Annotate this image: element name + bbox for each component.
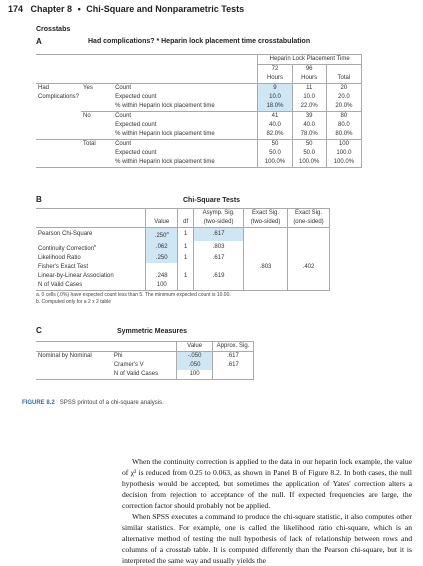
figure-label: FIGURE 8.2 bbox=[22, 400, 55, 406]
cell-exact2 bbox=[244, 241, 288, 254]
cell: 80.0 bbox=[326, 121, 361, 130]
stat-label: Expected count bbox=[115, 122, 157, 128]
test-label: Pearson Chi-Square bbox=[38, 231, 93, 237]
header-value: Value bbox=[146, 218, 178, 228]
cell-yes-72-count: 9 bbox=[258, 84, 292, 94]
col-header-96-unit: Hours bbox=[292, 74, 326, 84]
cell: 82.0% bbox=[258, 130, 292, 140]
cell: 78.0% bbox=[292, 130, 326, 140]
group-label-total: Total bbox=[83, 141, 96, 147]
cell: 100.0% bbox=[326, 158, 361, 168]
group-label-no: No bbox=[83, 113, 91, 119]
cell: 80.0% bbox=[326, 130, 361, 140]
cell: 41 bbox=[258, 112, 292, 122]
header-asymp-sig: Asymp. Sig. bbox=[194, 209, 244, 219]
row-var-label: Had bbox=[38, 85, 50, 91]
header-asymp-sub: (two-sided) bbox=[194, 218, 244, 228]
panel-c-title: Symmetric Measures bbox=[117, 328, 188, 335]
test-label: N of Valid Cases bbox=[36, 281, 146, 291]
cell-exact2 bbox=[244, 254, 288, 263]
cell: 80 bbox=[326, 112, 361, 122]
cell-df: 1 bbox=[178, 228, 194, 242]
body-text bbox=[122, 456, 412, 566]
stat-label: % within Heparin lock placement time bbox=[113, 102, 258, 112]
cell: 20 bbox=[326, 84, 361, 94]
label-sup: b bbox=[94, 243, 97, 248]
cell-value: .250$^a$ bbox=[146, 228, 178, 242]
crosstab-table bbox=[36, 54, 362, 168]
cell-df: 1 bbox=[178, 272, 194, 281]
stat-label: Count bbox=[115, 141, 132, 147]
cell-exact2: .803 bbox=[244, 263, 288, 272]
symmetric-measures-table bbox=[36, 341, 254, 380]
cell: 22.0% bbox=[292, 102, 326, 112]
col-header-total: Total bbox=[326, 74, 361, 84]
test-label: Likelihood Ratio bbox=[38, 255, 81, 261]
cell: 20.0 bbox=[326, 93, 361, 102]
cell: 50.0 bbox=[258, 149, 292, 158]
cell-df bbox=[178, 281, 194, 291]
group-label-yes: Yes bbox=[83, 85, 93, 91]
cell-value: -.050 bbox=[177, 352, 213, 362]
cell: 50.0 bbox=[292, 149, 326, 158]
cell: 18.0% bbox=[258, 102, 292, 112]
cell: 39 bbox=[292, 112, 326, 122]
measure-label: N of Valid Cases bbox=[112, 370, 177, 380]
cell: 50 bbox=[292, 140, 326, 150]
stat-label: Expected count bbox=[115, 150, 157, 156]
cell-asymp bbox=[194, 263, 244, 272]
cell-asymp bbox=[194, 281, 244, 291]
cell-value: .050 bbox=[177, 361, 213, 370]
header-value: Value bbox=[177, 342, 213, 352]
stat-label: Count bbox=[115, 85, 132, 91]
chi-square-table bbox=[36, 208, 330, 291]
stat-label: % within Heparin lock placement time bbox=[113, 130, 258, 140]
cell-exact1: .402 bbox=[288, 263, 330, 272]
stat-label: Count bbox=[115, 113, 132, 119]
measure-label: Cramer's V bbox=[113, 362, 144, 368]
cell-df: 1 bbox=[178, 254, 194, 263]
header-df: df bbox=[178, 218, 194, 228]
test-label: Continuity Correction$^b$ bbox=[38, 243, 97, 252]
cell-value: .062 bbox=[146, 241, 178, 254]
col-header-72: 72 bbox=[258, 65, 292, 75]
cell-exact1 bbox=[288, 254, 330, 263]
cell: 100.0% bbox=[292, 158, 326, 168]
crosstabs-label: Crosstabs bbox=[36, 26, 71, 33]
page-number: 174 bbox=[8, 4, 24, 14]
row-group-label: Nominal by Nominal bbox=[38, 353, 92, 359]
body-paragraph-2: When SPSS executes a command to produce the chi-square statistic, it also computes other similar statistics. For example, one is called the likelihood ratio chi-square, which is an alternative method of testing the null hypothesis of lack of relationship between rows and columns of a crosstab table. It is computed differently than the Pearson chi-square, but it is interpreted the same way and usually yields the bbox=[122, 512, 412, 565]
figure-caption-text: SPSS printout of a chi-square analysis. bbox=[59, 400, 164, 406]
cell: 100.0% bbox=[258, 158, 292, 168]
cell-exact2 bbox=[244, 272, 288, 281]
cell: 40.0 bbox=[258, 121, 292, 130]
figure-caption bbox=[22, 400, 164, 406]
value-sup: a bbox=[166, 230, 169, 235]
cell-value: 100 bbox=[146, 281, 178, 291]
header-exact-sig-1: Exact Sig. bbox=[288, 209, 330, 219]
cell-asymp: .617 bbox=[194, 254, 244, 263]
bullet: • bbox=[77, 4, 81, 14]
panel-a-title: Had complications? * Heparin lock placement time crosstabulation bbox=[88, 38, 311, 45]
body-paragraph-1: When the continuity correction is applied to the data in our heparin lock example, the value of χ² is reduced from 0.25 to 0.063, as shown in Panel B of Figure 8.2. In both cases, the null hypothesis would be accepted, but sometimes the application of Yates' correction alters a decision from rejection to acceptance of the null. If expected frequencies are large, the correction factor should probably not be applied. bbox=[122, 457, 412, 510]
header-exact-2-sub: (two-sided) bbox=[244, 218, 288, 228]
stat-label: % within Heparin lock placement time bbox=[113, 158, 258, 168]
cell-approx bbox=[213, 370, 254, 380]
chapter-number: Chapter 8 bbox=[30, 4, 73, 14]
cell-approx: .617 bbox=[213, 361, 254, 370]
panel-b-letter: B bbox=[36, 195, 42, 204]
cell-value: .250 bbox=[146, 254, 178, 263]
chapter-title: Chi-Square and Nonparametric Tests bbox=[86, 4, 245, 14]
cell-df: 1 bbox=[178, 241, 194, 254]
cell-asymp: .617 bbox=[194, 228, 244, 242]
panel-b-title: Chi-Square Tests bbox=[183, 197, 241, 204]
test-label: Fisher's Exact Test bbox=[38, 264, 89, 270]
page-header bbox=[8, 4, 244, 14]
crosstab-corner bbox=[36, 55, 258, 65]
cell: 100.0 bbox=[326, 149, 361, 158]
cell: 40.0 bbox=[292, 121, 326, 130]
cell: 50 bbox=[258, 140, 292, 150]
col-header-total-top bbox=[326, 65, 361, 75]
cell-exact1 bbox=[288, 241, 330, 254]
cell-approx: .617 bbox=[213, 352, 254, 362]
panel-a-letter: A bbox=[36, 37, 42, 46]
cell: 100 bbox=[326, 140, 361, 150]
footnote-b: b. Computed only for a 2 x 2 table bbox=[36, 299, 112, 305]
col-header-72-unit: Hours bbox=[258, 74, 292, 84]
cell-exact2 bbox=[244, 281, 288, 291]
cell-asymp: .803 bbox=[194, 241, 244, 254]
cell: 20.0% bbox=[326, 102, 361, 112]
col-header-96: 96 bbox=[292, 65, 326, 75]
cell-asymp: .619 bbox=[194, 272, 244, 281]
cell-exact1 bbox=[288, 228, 330, 242]
header-exact-1-sub: (one-sided) bbox=[288, 218, 330, 228]
cell-exact1 bbox=[288, 281, 330, 291]
group-header: Heparin Lock Placement Time bbox=[258, 55, 362, 65]
cell-value bbox=[146, 263, 178, 272]
header-approx-sig: Approx. Sig. bbox=[213, 342, 254, 352]
test-label: Linear-by-Linear Association bbox=[38, 273, 114, 279]
measure-label: Phi bbox=[113, 353, 123, 359]
row-var-label-2: Complications? bbox=[38, 94, 80, 100]
cell-df bbox=[178, 263, 194, 272]
cell-exact2 bbox=[244, 228, 288, 242]
cell: 11 bbox=[292, 84, 326, 94]
stat-label: Expected count bbox=[115, 94, 157, 100]
header-exact-sig-2: Exact Sig. bbox=[244, 209, 288, 219]
footnote-a: a. 0 cells (.0%) have expected count less than 5. The minimum expected count is 10.00. bbox=[36, 292, 231, 298]
cell: 10.0 bbox=[292, 93, 326, 102]
cell-value: 100 bbox=[177, 370, 213, 380]
panel-c-letter: C bbox=[36, 326, 42, 335]
cell: 10.0 bbox=[258, 93, 292, 102]
cell-exact1 bbox=[288, 272, 330, 281]
cell-value: .248 bbox=[146, 272, 178, 281]
